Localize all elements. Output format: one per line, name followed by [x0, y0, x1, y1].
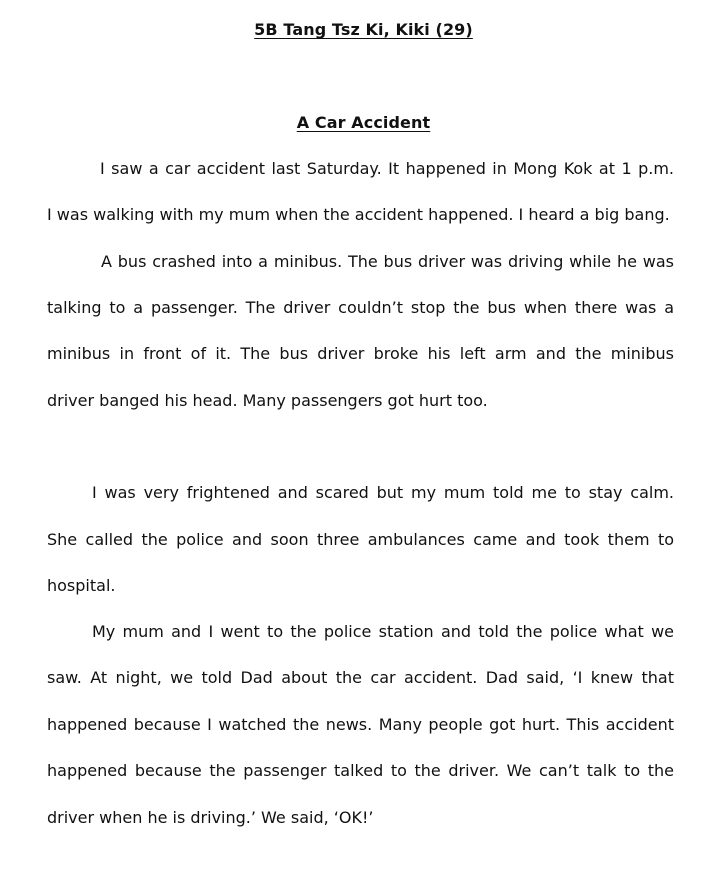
text-line: driver when he is driving.’ We said, ‘OK!’: [47, 808, 374, 827]
text-line: saw. At night, we told Dad about the car accident. Dad said, ‘I knew that: [47, 668, 674, 687]
text-line: minibus in front of it. The bus driver broke his left arm and the minibus: [47, 344, 674, 363]
text-line: I was walking with my mum when the accident happened. I heard a big bang.: [47, 205, 670, 224]
text-line: happened because the passenger talked to the driver. We can’t talk to the: [47, 761, 674, 780]
text-line: She called the police and soon three ambulances came and took them to: [47, 530, 674, 549]
text-line: A bus crashed into a minibus. The bus driver was driving while he was: [101, 252, 674, 271]
text-line: driver banged his head. Many passengers got hurt too.: [47, 391, 488, 410]
text-line: I was very frightened and scared but my mum told me to stay calm.: [92, 483, 674, 502]
essay-title: A Car Accident: [296, 113, 431, 132]
text-line: happened because I watched the news. Many people got hurt. This accident: [47, 715, 674, 734]
student-name-header: 5B Tang Tsz Ki, Kiki (29): [254, 20, 473, 39]
text-line: I saw a car accident last Saturday. It happened in Mong Kok at 1 p.m.: [100, 159, 674, 178]
text-line: hospital.: [47, 576, 116, 595]
text-line: My mum and I went to the police station and told the police what we: [92, 622, 674, 641]
text-line: talking to a passenger. The driver couldn’t stop the bus when there was a: [47, 298, 674, 317]
